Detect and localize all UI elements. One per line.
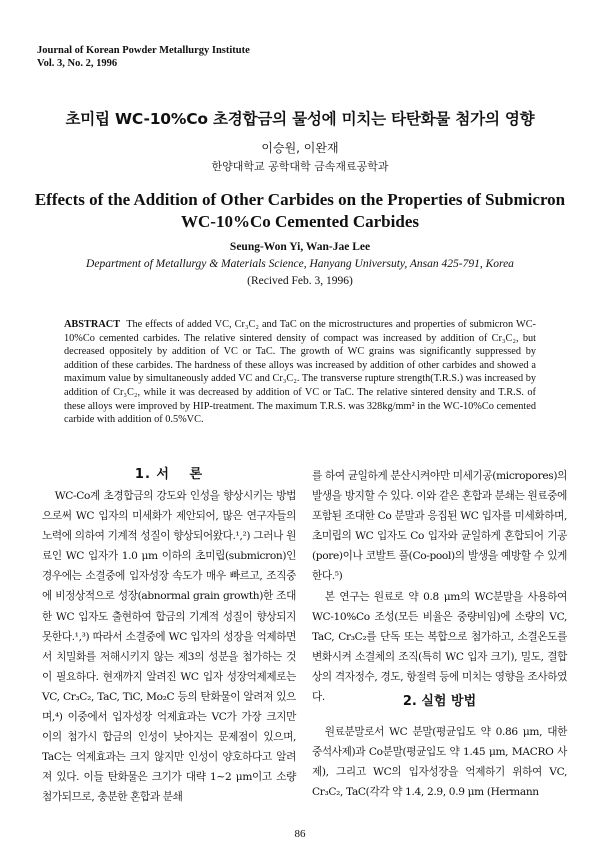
intro-paragraph-1-continued: 를 하여 균일하게 분산시켜야만 미세기공(micropores)의 발생을 방지할 수 있다. 이와 같은 혼합과 분쇄는 원료중에 포함된 조대한 Co 분말과 응집된 WC 입자를 미세화하며, 초미립의 WC 입자도 Co 입자와 균일하게 혼합되어 기공(pore)이나 코발트 풀(Co-pool)의 발생을 예방할 수 있게 한다.⁵) — [312, 470, 567, 583]
methods-paragraph-1: 원료분말로서 WC 분말(평균입도 약 0.86 μm, 대한 중석사제)과 Co분말(평균입도 약 1.45 μm, MACRO 사제), 그리고 WC의 입자성장을 억제하기 위하여 VC, Cr₃C₂, TaC(각각 약 1.4, 2.9, 0.9 μm (Hermann — [312, 726, 567, 799]
title-english: Effects of the Addition of Other Carbides on the Properties of Submicron WC-10%Co Cemented Carbides — [34, 190, 566, 231]
journal-name: Journal of Korean Powder Metallurgy Institute — [37, 45, 250, 56]
title-korean: 초미립 WC-10%Co 초경합금의 물성에 미치는 타탄화물 첨가의 영향 — [65, 110, 535, 128]
authors-korean: 이승원, 이완재 — [261, 141, 339, 155]
abstract-text: The effects of added VC, Cr₃C₂ and TaC on the microstructures and properties of submicron WC-10%Co cemented carbides. The relative sintered density of compact was increased by addition of Cr₃C₂, but decreased oppositely by addition of VC or TaC. The growth of WC grains was significantly suppressed by addition of these carbides. The hardness of these alloys was increased by addition of other carbides and showed a maximum value by simultaneously added VC and Cr₃C₂. The transverse rupture strength(T.R.S.) was increased by addition of Cr₃C₂, while it was decreased by addition of VC or TaC. The relative sintered density and T.R.S. of these alloys were improved by HIP-treatment. The maximum T.R.S. was 328kg/mm² in the WC-10%Co cemented carbide with addition of 0.5%VC. — [64, 319, 536, 426]
journal-volume: Vol. 3, No. 2, 1996 — [37, 58, 118, 69]
abstract — [64, 318, 536, 427]
journal-header — [37, 44, 250, 70]
authors-english: Seung-Won Yi, Wan-Jae Lee — [229, 241, 371, 253]
right-column-top — [312, 466, 567, 707]
affiliation-korean: 한양대학교 공학대학 금속재료공학과 — [211, 160, 389, 173]
right-column-bottom — [312, 722, 567, 802]
intro-paragraph-1: WC-Co계 초경합금의 강도와 인성을 향상시키는 방법으로써 WC 입자의 미세화가 제안되어, 많은 연구자들의 노력에 의하여 기계적 성질이 향상되어왔다.¹,²) 그러나 원료인 WC 입자가 1.0 μm 이하의 초미립(submicron)인 경우에는 소결중에 입자성장 속도가 매우 빠르고, 조직중에 비정상적으로 성장(abnormal grain growth)한 조대한 WC 입자도 출현하여 합금의 기계적 성질이 향상되지 못한다.¹,³) 따라서 소결중에 WC 입자의 성장을 억제하면서 치밀화를 저해시키지 않는 제3의 성분을 첨가하는 것이 필요하다. 현재까지 알려진 WC 입자 성장억제제로는 VC, Cr₃C₂, TaC, TiC, Mo₂C 등의 탄화물이 알려져 있으며,⁴) 이중에서 입자성장 억제효과는 VC가 가장 크지만 이의 첨가시 합금의 인성이 낮아지는 문제점이 있으며, TaC는 억제효과는 크지 않지만 인성이 양호하다고 알려져 있다. 이들 탄화물은 크기가 대략 1∼2 μm이고 소량 첨가되므로, 충분한 혼합과 분쇄 — [42, 490, 296, 804]
abstract-label: ABSTRACT — [64, 319, 121, 330]
left-column — [42, 486, 296, 808]
affiliation-english: Department of Metallurgy & Materials Science, Hanyang Universuty, Ansan 425-791, Korea — [86, 258, 514, 270]
section-heading-introduction: 1. 서 론 — [134, 467, 204, 482]
page-number: 86 — [294, 828, 306, 840]
section-heading-methods: 2. 실험 방법 — [402, 694, 477, 709]
received-date: (Recived Feb. 3, 1996) — [247, 275, 353, 287]
intro-paragraph-2: 본 연구는 원료로 약 0.8 μm의 WC분말을 사용하여 WC-10%Co 조성(모든 비율은 중량비임)에 소량의 VC, TaC, Cr₃C₂를 단독 또는 복합으로 첨가하고, 소결온도를 변화시켜 소결체의 조직(특히 WC 입자 크기), 밀도, 결합상의 격자정수, 경도, 항절력 등에 미치는 영향을 조사하였다. — [312, 590, 567, 704]
